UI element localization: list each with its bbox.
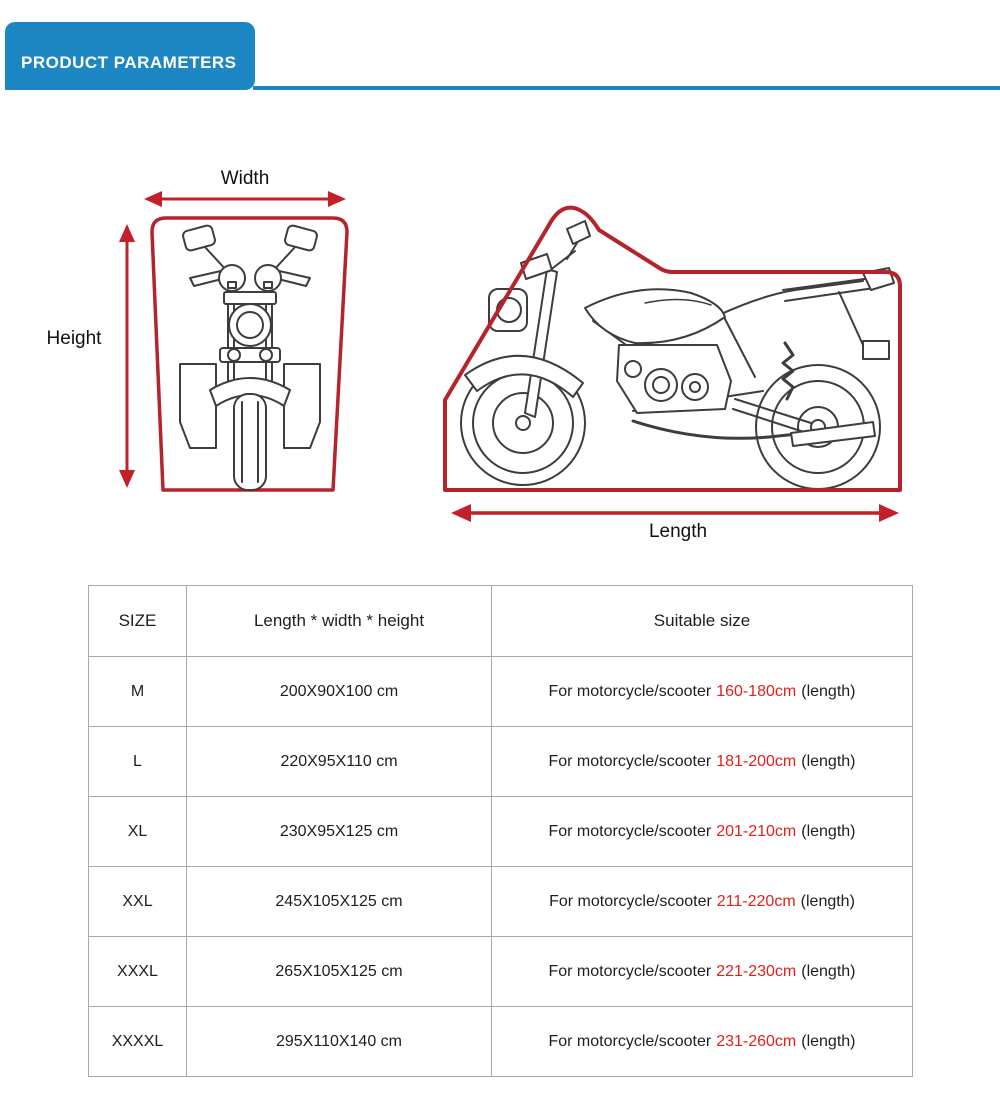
highlighted-length-range: 221-230cm [716, 962, 797, 980]
column-header-size: SIZE [118, 611, 157, 630]
highlighted-length-range: 231-260cm [716, 1032, 797, 1050]
suitable-size-cell: For motorcycle/scooter 211-220cm (length) [491, 866, 912, 936]
highlighted-length-range: 201-210cm [716, 822, 797, 840]
height-dimension-label: Height [46, 328, 102, 349]
motorcycle-side-view-diagram [433, 193, 913, 553]
highlighted-length-range: 181-200cm [716, 752, 797, 770]
size-cell: XXXXL [89, 1006, 186, 1076]
table-row [89, 656, 912, 726]
suitable-size-cell: For motorcycle/scooter 160-180cm (length) [491, 656, 912, 726]
dimensions-cell: 220X95X110 cm [186, 726, 491, 796]
section-header-tab [5, 22, 255, 90]
dimensions-cell: 230X95X125 cm [186, 796, 491, 866]
suitable-size-cell: For motorcycle/scooter 201-210cm (length) [491, 796, 912, 866]
dimensions-cell: 200X90X100 cm [186, 656, 491, 726]
table-row [89, 796, 912, 866]
length-arrow [451, 504, 899, 522]
width-arrow [144, 191, 346, 207]
width-dimension-label: Width [220, 168, 270, 189]
table-row [89, 866, 912, 936]
highlighted-length-range: 160-180cm [716, 682, 797, 700]
suitable-size-cell: For motorcycle/scooter 181-200cm (length) [491, 726, 912, 796]
height-arrow [119, 224, 135, 488]
dimensions-cell: 245X105X125 cm [186, 866, 491, 936]
column-header-suitable: Suitable size [491, 586, 912, 656]
table-row [89, 1006, 912, 1076]
page-title: PRODUCT PARAMETERS [21, 53, 237, 72]
table-row [89, 726, 912, 796]
size-cell: XXL [89, 866, 186, 936]
suitable-size-cell: For motorcycle/scooter 231-260cm (length) [491, 1006, 912, 1076]
table-row [89, 936, 912, 1006]
motorcycle-front-drawing [180, 224, 320, 490]
table-body [89, 656, 912, 1076]
suitable-size-cell: For motorcycle/scooter 221-230cm (length) [491, 936, 912, 1006]
motorcycle-front-view-diagram [38, 160, 358, 500]
length-dimension-label: Length [648, 521, 708, 542]
dimensions-cell: 265X105X125 cm [186, 936, 491, 1006]
size-cell: XL [89, 796, 186, 866]
header-divider-line [253, 86, 1000, 90]
size-cell: XXXL [89, 936, 186, 1006]
column-header-dimensions: Length * width * height [186, 586, 491, 656]
size-cell: L [89, 726, 186, 796]
size-cell: M [89, 656, 186, 726]
size-table [88, 585, 913, 1077]
table-header-row [89, 586, 912, 656]
dimensions-cell: 295X110X140 cm [186, 1006, 491, 1076]
highlighted-length-range: 211-220cm [716, 892, 796, 910]
